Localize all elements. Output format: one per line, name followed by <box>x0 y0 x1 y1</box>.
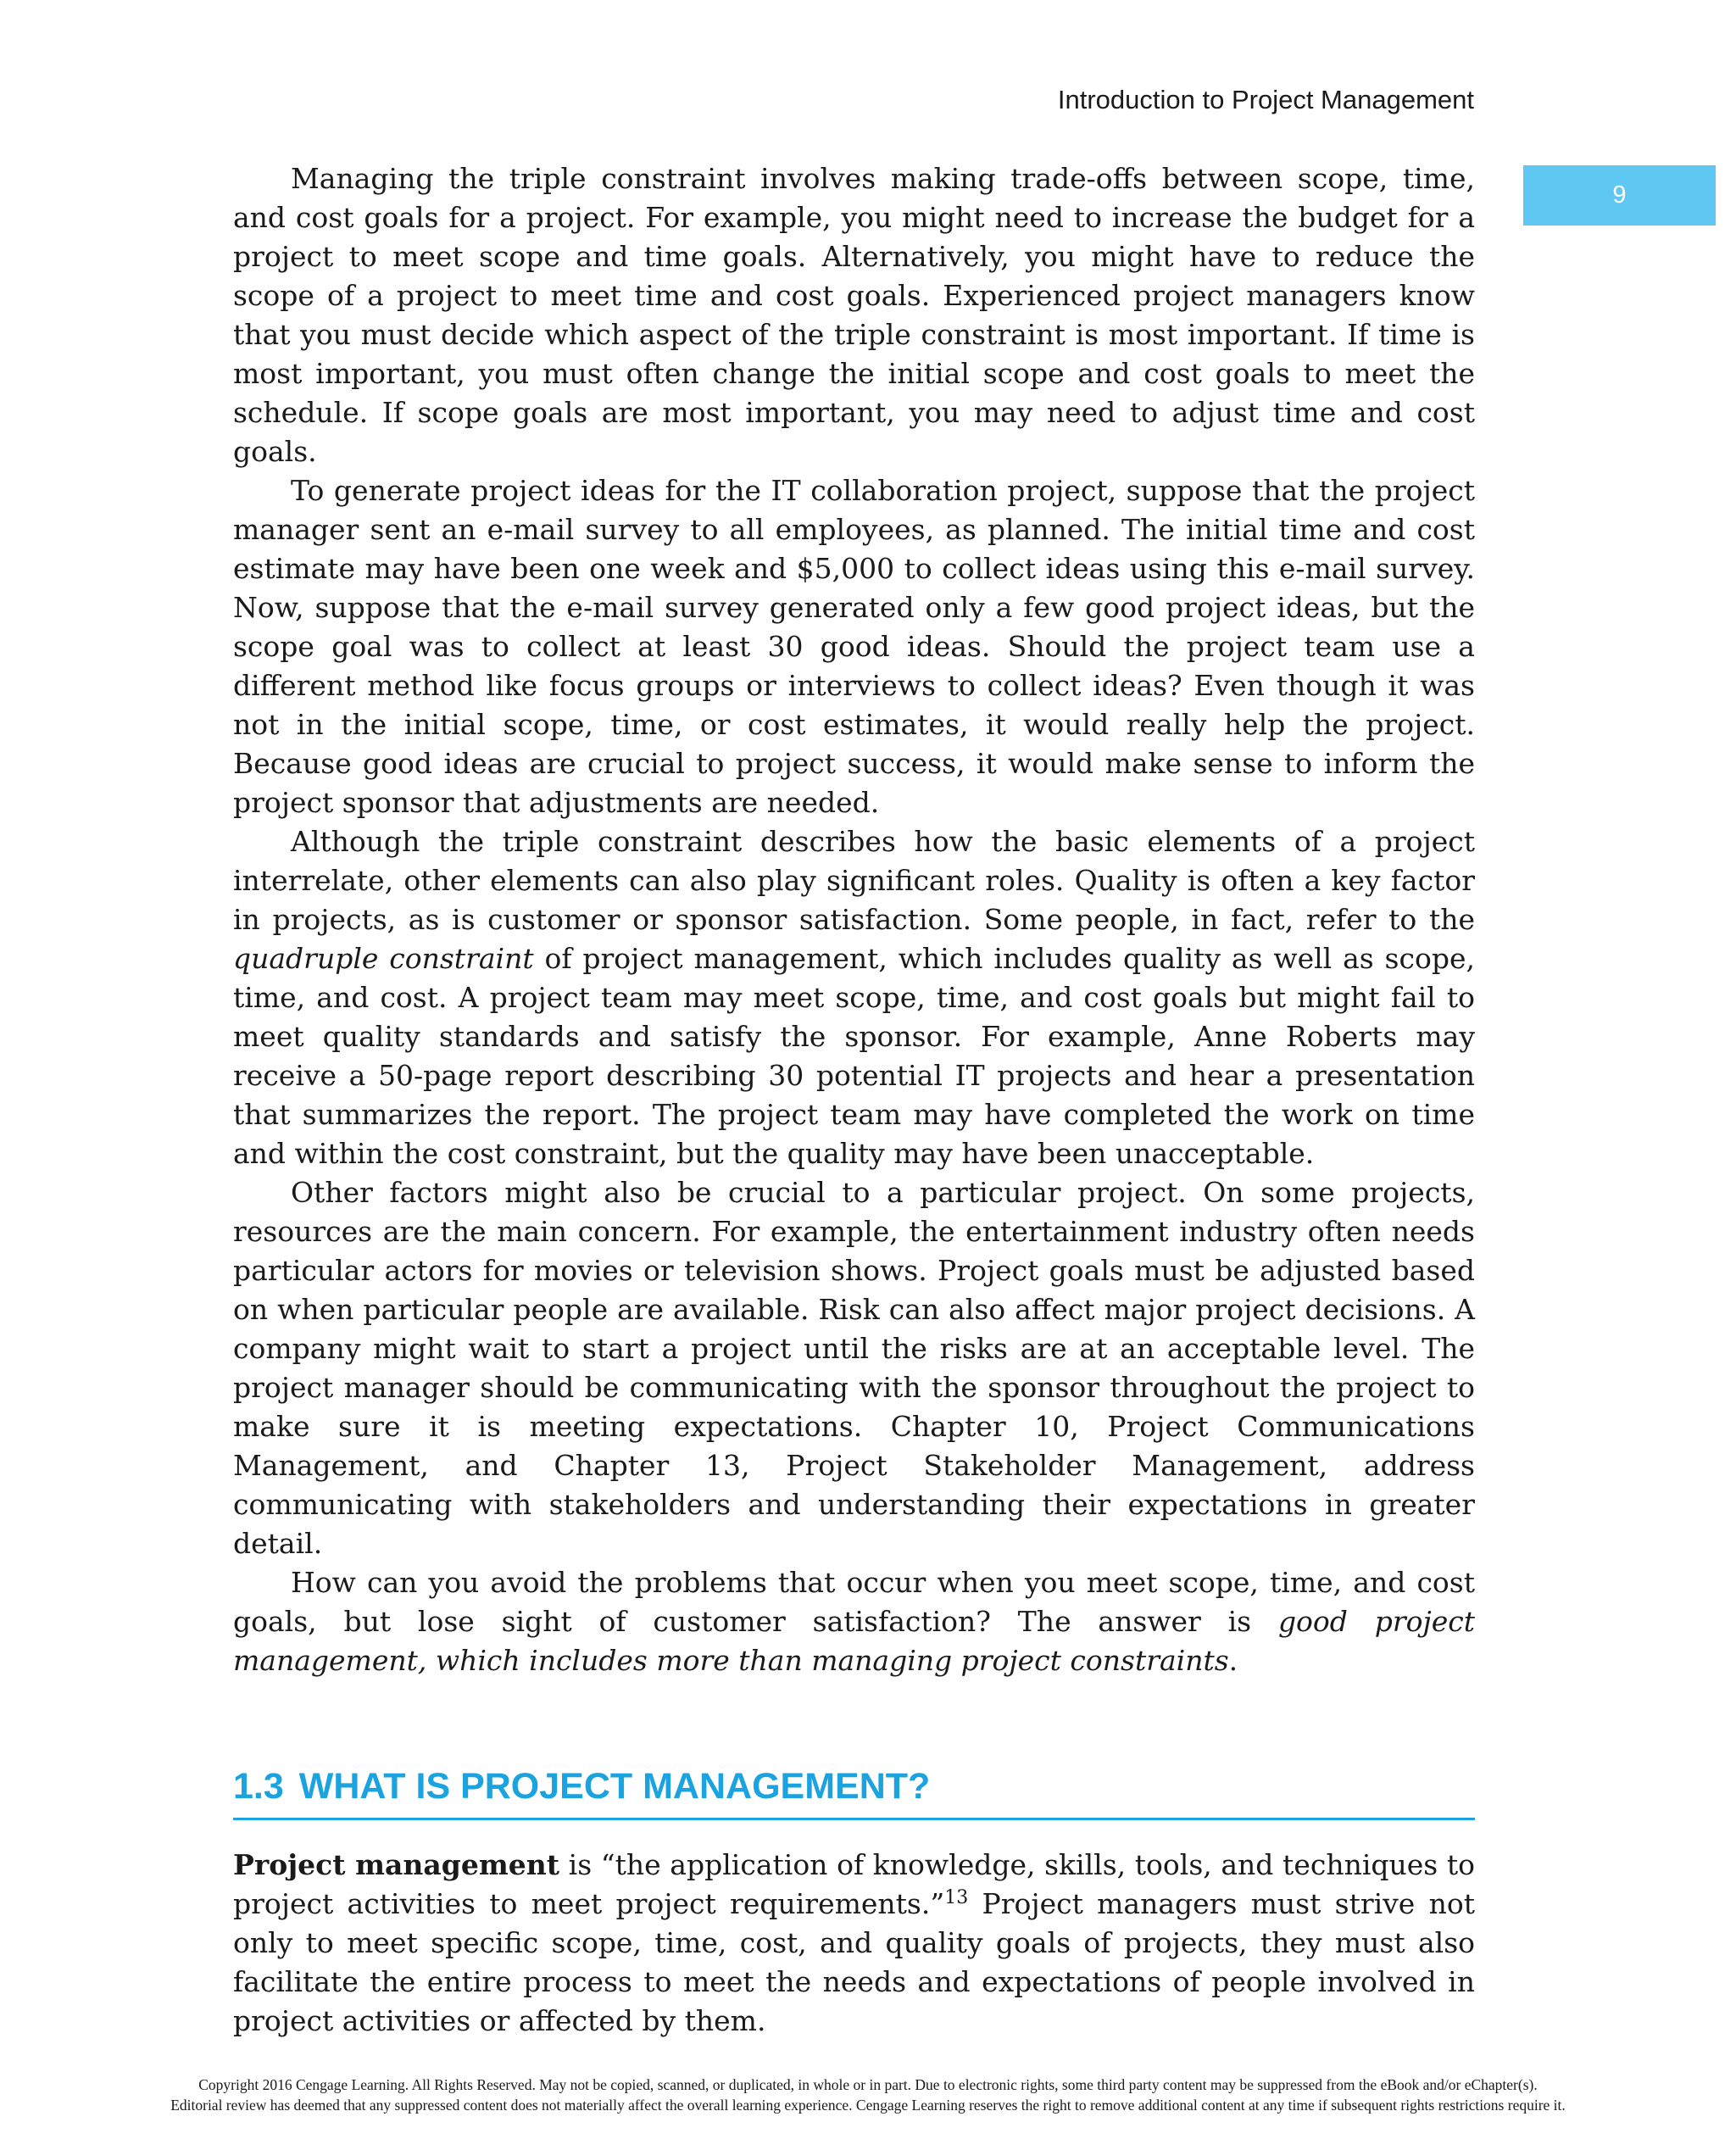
paragraph-text: How can you avoid the problems that occur when you meet scope, time, and cost goals, but lose sight of customer satisfaction? The answer is <box>233 1566 1475 1638</box>
paragraph-customer-satisfaction <box>233 1563 1475 1680</box>
paragraph-triple-constraint: Managing the triple constraint involves making trade-offs between scope, time, and cost goals for a project. For example, you might need to increase the budget for a project to meet scope and time goals. Alternatively, you might have to reduce the scope of a project to meet time and cost goals. Experienced project managers know that you must decide which aspect of the triple constraint is most important. If time is most important, you must often change the initial scope and cost goals to meet the schedule. If scope goals are most important, you may need to adjust time and cost goals. <box>233 162 1475 468</box>
paragraph-text: Project managers must strive not only to meet specific scope, time, cost, and quality goals of projects, they must also facilitate the entire process to meet the needs and expectations of people involved in project activities or affected by them. <box>233 1887 1475 2037</box>
paragraph-project-ideas: To generate project ideas for the IT collaboration project, suppose that the project manager sent an e-mail survey to all employees, as planned. The initial time and cost estimate may have been one week and $5,000 to collect ideas using this e-mail survey. Now, suppose that the e-mail survey generated only a few good project ideas, but the scope goal was to collect at least 30 good ideas. Should the project team use a different method like focus groups or interviews to collect ideas? Even though it was not in the initial scope, time, or cost estimates, it would really help the project. Because good ideas are crucial to project success, it would make sense to inform the project sponsor that adjustments are needed. <box>233 474 1475 819</box>
paragraph-text: of project management, which includes quality as well as scope, time, and cost. A project team may meet scope, time, and cost goals but might fail to meet quality standards and satisfy the sponsor. For example, Anne Roberts may receive a 50-page report describing 30 potential IT projects and hear a presentation that summarizes the report. The project team may have completed the work on time and within the cost constraint, but the quality may have been unacceptable. <box>233 942 1475 1170</box>
running-head: Introduction to Project Management <box>1057 85 1474 114</box>
paragraph-definition <box>233 1846 1475 2041</box>
page-number: 9 <box>1612 181 1627 209</box>
paragraph-text: is “the application of knowledge, skills, tools, and techniques to project activities to meet project requirements.” <box>233 1848 1475 1920</box>
section-number: 1.3 <box>233 1766 284 1807</box>
copyright-line-2: Editorial review has deemed that any suppressed content does not materially affect the overall learning experience. Cengage Learning reserves the right to remove additional content at any time if subsequent rights restrictions require it. <box>170 2097 1566 2114</box>
page-number-tab <box>1523 165 1716 226</box>
paragraph-other-factors: Other factors might also be crucial to a particular project. On some projects, resources are the main concern. For example, the entertainment industry often needs particular actors for movies or television shows. Project goals must be adjusted based on when particular people are available. Risk can also affect major project decisions. A company might wait to start a project until the risks are at an acceptable level. The project manager should be communicating with the sponsor throughout the project to make sure it is meeting expectations. Chapter 10, Project Communications Management, and Chapter 13, Project Stakeholder Management, address communicating with stakeholders and understanding their expectations in greater detail. <box>233 1176 1475 1560</box>
paragraph-text: Although the triple constraint describes how the basic elements of a project interrelate, other elements can also play significant roles. Quality is often a key factor in projects, as is customer or sponsor satisfaction. Some people, in fact, refer to the <box>233 825 1475 936</box>
paragraph-quadruple-constraint <box>233 822 1475 1173</box>
emphasis-answer: good project management, which includes more than managing project constraints <box>233 1605 1476 1677</box>
paragraph-text: . <box>1228 1644 1238 1677</box>
copyright-footer <box>0 2075 1736 2115</box>
emphasis-term: quadruple constraint <box>233 942 534 975</box>
footnote-reference: 13 <box>944 1887 969 1908</box>
key-term: Project management <box>233 1848 560 1881</box>
section-heading <box>233 1765 1475 1820</box>
section-title: WHAT IS PROJECT MANAGEMENT? <box>298 1766 931 1807</box>
copyright-line-1: Copyright 2016 Cengage Learning. All Rights Reserved. May not be copied, scanned, or duplicated, in whole or in part. Due to electronic rights, some third party content may be suppressed from the eBook and/or eChapter(s). <box>198 2076 1538 2093</box>
body-text <box>233 159 1475 2041</box>
